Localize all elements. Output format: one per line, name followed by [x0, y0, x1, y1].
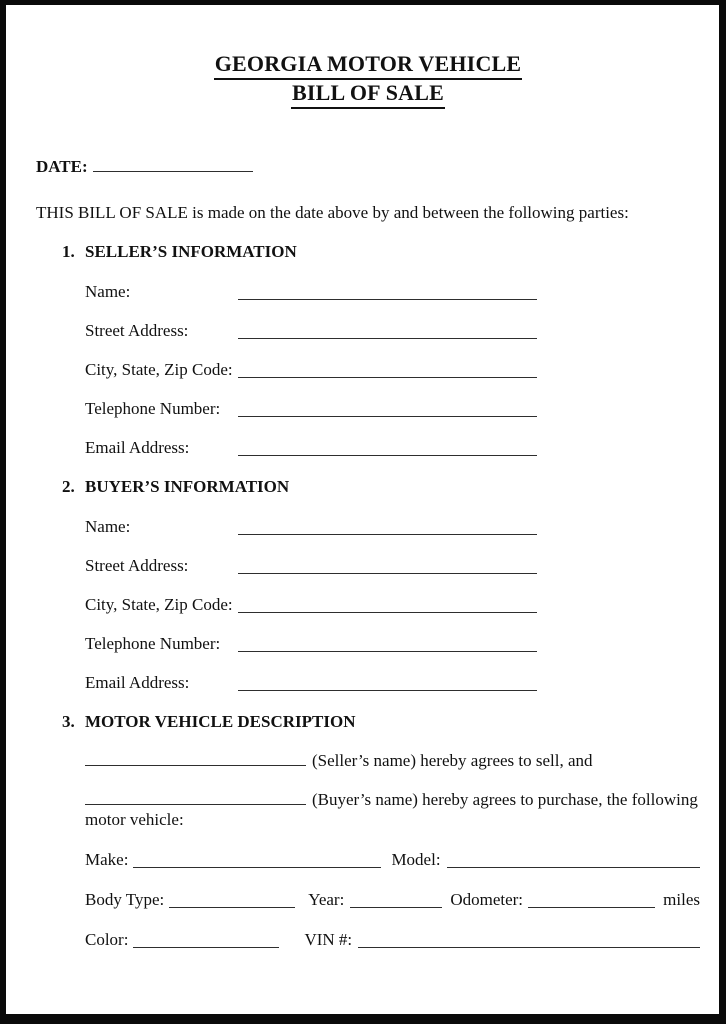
bill-of-sale-page [6, 5, 719, 1014]
make-model-row [85, 850, 700, 870]
section-3-heading [36, 712, 700, 732]
seller-fields [85, 282, 537, 458]
buyer-phone-row [85, 634, 537, 654]
section-1-number: 1. [62, 242, 75, 261]
seller-phone-label: Telephone Number: [85, 399, 221, 418]
buyer-street-row [85, 556, 537, 576]
buyer-phone-label: Telephone Number: [85, 634, 221, 653]
buyer-city-row [85, 595, 537, 615]
buyer-phone-blank-line [238, 651, 537, 652]
seller-name-row [85, 282, 537, 302]
buyer-email-label: Email Address: [85, 673, 190, 692]
seller-clause-text: (Seller’s name) hereby agrees to sell, and [312, 751, 593, 770]
body-type-blank-line [169, 907, 295, 908]
seller-phone-blank-line [238, 416, 537, 417]
color-label: Color: [85, 930, 129, 949]
buyer-street-blank-line [238, 573, 537, 574]
buyer-name-row [85, 517, 537, 537]
document-title [36, 51, 700, 109]
buyer-name-clause [85, 790, 700, 810]
color-blank-line [133, 947, 279, 948]
buyer-clause-text: (Buyer’s name) hereby agrees to purchase, the following [312, 790, 698, 809]
buyer-name-label: Name: [85, 517, 131, 536]
buyer-fields [85, 517, 537, 693]
seller-name-blank-line [238, 299, 537, 300]
model-blank-line [447, 867, 700, 868]
title-text-1: GEORGIA MOTOR VEHICLE [214, 51, 523, 80]
body-type-label: Body Type: [85, 890, 165, 909]
buyer-city-label: City, State, Zip Code: [85, 595, 233, 614]
section-3-title: MOTOR VEHICLE DESCRIPTION [85, 712, 356, 731]
intro-text: THIS BILL OF SALE is made on the date above by and between the following parties: [36, 203, 629, 222]
make-label: Make: [85, 850, 129, 869]
section-1-title: SELLER’S INFORMATION [85, 242, 297, 261]
odometer-label: Odometer: [450, 890, 524, 909]
buyer-street-label: Street Address: [85, 556, 189, 575]
seller-phone-row [85, 399, 537, 419]
miles-label: miles [663, 890, 700, 909]
section-2-title: BUYER’S INFORMATION [85, 477, 290, 496]
body-year-odometer-row [85, 890, 700, 910]
color-vin-row [85, 930, 700, 950]
date-label: DATE: [36, 157, 88, 176]
section-2-heading [36, 477, 700, 497]
date-blank-line [93, 157, 253, 172]
buyer-city-blank-line [238, 612, 537, 613]
buyer-email-row [85, 673, 537, 693]
seller-email-label: Email Address: [85, 438, 190, 457]
seller-name-clause [85, 751, 700, 771]
buyer-name-blank-line [238, 534, 537, 535]
title-text-2: BILL OF SALE [291, 80, 445, 109]
section-2-number: 2. [62, 477, 75, 496]
title-line-1 [36, 51, 700, 80]
seller-street-blank-line [238, 338, 537, 339]
date-row [36, 157, 700, 179]
seller-email-blank-line [238, 455, 537, 456]
seller-city-label: City, State, Zip Code: [85, 360, 233, 379]
buyer-name-write-in-line [85, 790, 306, 805]
vin-label: VIN #: [304, 930, 353, 949]
buyer-clause-continuation: motor vehicle: [85, 810, 184, 829]
seller-name-write-in-line [85, 751, 306, 766]
seller-street-row [85, 321, 537, 341]
title-line-2 [36, 80, 700, 109]
vin-blank-line [358, 947, 700, 948]
buyer-email-blank-line [238, 690, 537, 691]
make-blank-line [133, 867, 381, 868]
section-3-number: 3. [62, 712, 75, 731]
page-content [6, 5, 719, 950]
section-1-heading [36, 242, 700, 262]
seller-email-row [85, 438, 537, 458]
seller-name-label: Name: [85, 282, 131, 301]
year-label: Year: [308, 890, 345, 909]
model-label: Model: [391, 850, 441, 869]
seller-street-label: Street Address: [85, 321, 189, 340]
seller-city-row [85, 360, 537, 380]
seller-city-blank-line [238, 377, 537, 378]
odometer-blank-line [528, 907, 655, 908]
year-blank-line [350, 907, 442, 908]
